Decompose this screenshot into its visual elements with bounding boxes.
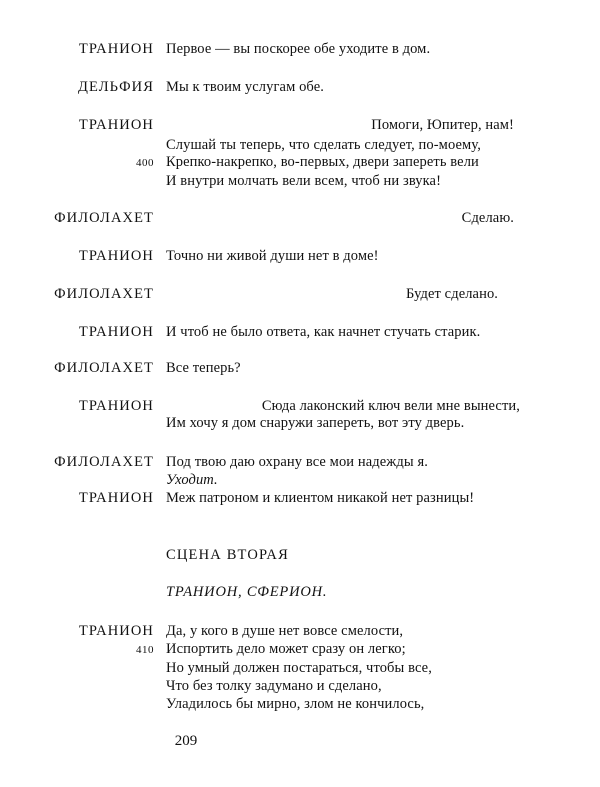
scene-characters: ТРАНИОН, СФЕРИОН. — [166, 584, 328, 600]
speaker-name: ТРАНИОН — [78, 490, 154, 506]
verse-line: Меж патроном и клиентом никакой нет разницы! — [166, 490, 475, 506]
verse-line: Да, у кого в душе нет вовсе смелости, — [166, 623, 404, 639]
page-number: 209 — [174, 733, 198, 749]
verse-line: Что без толку задумано и сделано, — [166, 678, 382, 694]
verse-line: Первое — вы поскорее обе уходите в дом. — [166, 41, 431, 57]
speaker-name: ФИЛОЛАХЕТ — [54, 210, 154, 226]
verse-line: И чтоб не было ответа, как начнет стучать старик. — [166, 324, 481, 340]
verse-line: Помоги, Юпитер, нам! — [371, 117, 514, 133]
speaker-name: ТРАНИОН — [78, 41, 154, 57]
verse-line: Под твою даю охрану все мои надежды я. — [166, 454, 428, 470]
speaker-name: ФИЛОЛАХЕТ — [54, 286, 154, 302]
verse-line: Им хочу я дом снаружи запереть, вот эту дверь. — [166, 415, 465, 431]
verse-line: Точно ни живой души нет в доме! — [166, 248, 379, 264]
verse-line: Сюда лаконский ключ вели мне вынести, — [261, 398, 520, 414]
verse-line: Но умный должен постараться, чтобы все, — [166, 660, 432, 676]
stage-direction: Уходит. — [166, 472, 218, 488]
speaker-name: ФИЛОЛАХЕТ — [54, 360, 154, 376]
speaker-name: ТРАНИОН — [78, 324, 154, 340]
line-number: 400 — [136, 157, 154, 169]
verse-line: И внутри молчать вели всем, чтоб ни звука! — [166, 173, 442, 189]
line-number: 410 — [136, 644, 154, 656]
speaker-name: ТРАНИОН — [78, 398, 154, 414]
speaker-name: ФИЛОЛАХЕТ — [54, 454, 154, 470]
verse-line: Мы к твоим услугам обе. — [166, 79, 324, 95]
verse-line: Крепко-накрепко, во-первых, двери запереть вели — [166, 154, 479, 170]
verse-line: Сделаю. — [461, 210, 514, 226]
speaker-name: ТРАНИОН — [78, 623, 154, 639]
verse-line: Все теперь? — [166, 360, 241, 376]
verse-line: Уладилось бы мирно, злом не кончилось, — [166, 696, 425, 712]
speaker-name: ТРАНИОН — [78, 248, 154, 264]
scene-title: СЦЕНА ВТОРАЯ — [166, 547, 289, 563]
verse-line: Испортить дело может сразу он легко; — [166, 641, 406, 657]
verse-line: Слушай ты теперь, что сделать следует, по-моему, — [166, 137, 481, 153]
speaker-name: ТРАНИОН — [78, 117, 154, 133]
speaker-name: ДЕЛЬФИЯ — [77, 79, 154, 95]
verse-line: Будет сделано. — [406, 286, 499, 302]
